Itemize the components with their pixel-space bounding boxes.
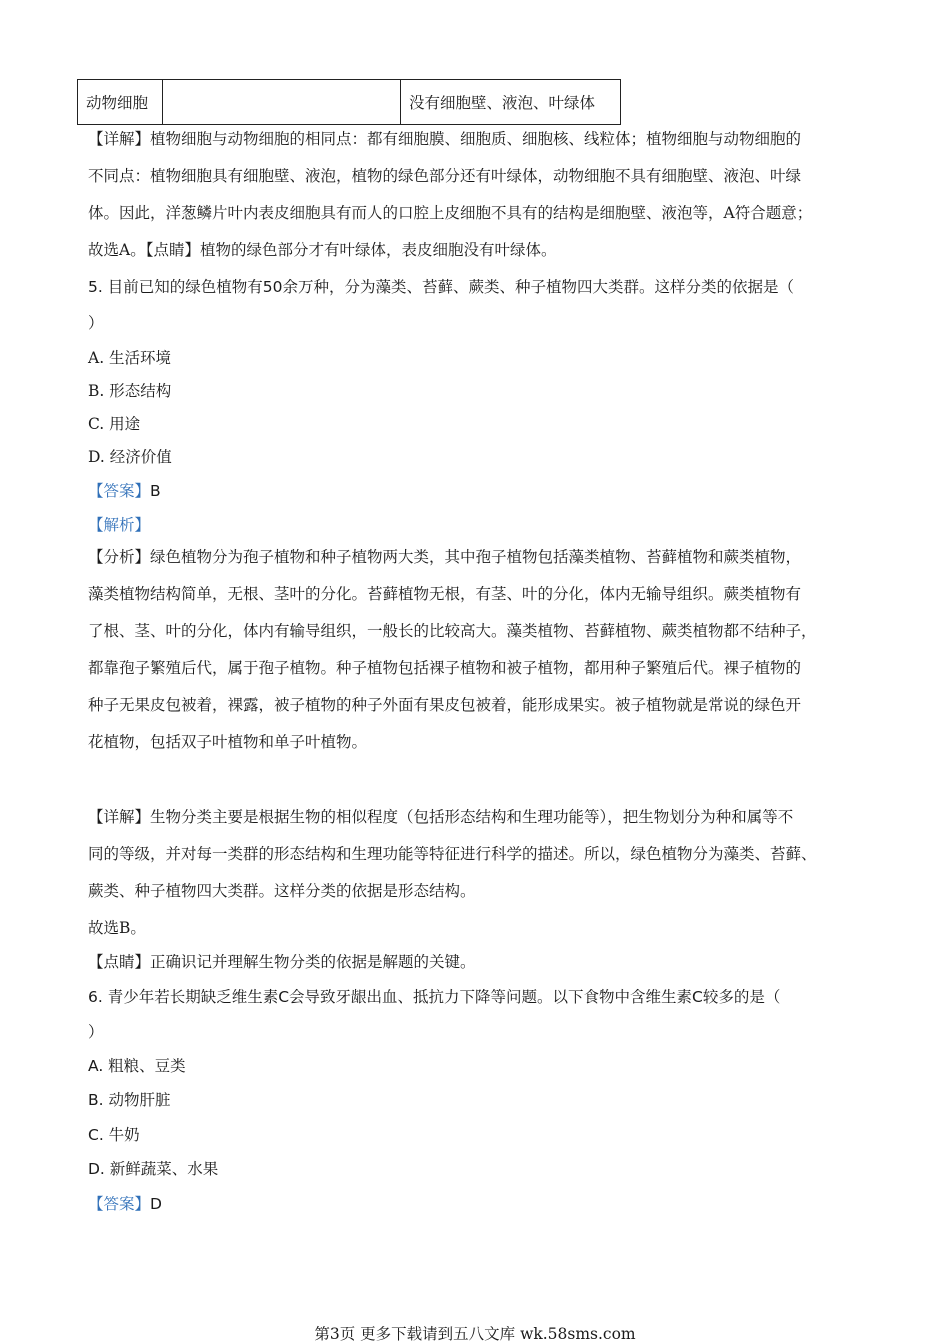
answer-value: B bbox=[150, 482, 161, 500]
text-line: 【详解】植物细胞与动物细胞的相同点：都有细胞膜、细胞质、细胞核、线粒体；植物细胞与动物细胞的 bbox=[88, 130, 802, 148]
page-footer: 第3页 更多下载请到五八文库 wk.58sms.com bbox=[314, 1325, 636, 1343]
table-cell bbox=[163, 80, 401, 125]
q5-option-c: C. 用途 bbox=[88, 415, 141, 433]
q6-stem-line2: ） bbox=[88, 1023, 104, 1041]
q6-option-a: A. 粗粮、豆类 bbox=[88, 1057, 186, 1075]
q5-option-b: B. 形态结构 bbox=[88, 382, 172, 400]
text-line: 【分析】绿色植物分为孢子植物和种子植物两大类，其中孢子植物包括藻类植物、苔藓植物和蕨类植物， bbox=[88, 548, 802, 566]
q5-choice: 故选B。 bbox=[88, 919, 146, 937]
q5-analysis-label: 【解析】 bbox=[88, 516, 151, 534]
table-cell: 没有细胞壁、液泡、叶绿体 bbox=[401, 80, 621, 125]
text-line: 不同点：植物细胞具有细胞壁、液泡，植物的绿色部分还有叶绿体，动物细胞不具有细胞壁、液泡、叶绿 bbox=[88, 167, 802, 185]
text-line: 藻类植物结构简单，无根、茎叶的分化。苔藓植物无根，有茎、叶的分化，体内无输导组织。蕨类植物有 bbox=[88, 585, 802, 603]
q5-stem-line2: ） bbox=[88, 314, 104, 332]
answer-value: D bbox=[150, 1195, 162, 1213]
text-line: 花植物，包括双子叶植物和单子叶植物。 bbox=[88, 733, 368, 751]
q6-answer bbox=[88, 1192, 162, 1214]
text-line: 蕨类、种子植物四大类群。这样分类的依据是形态结构。 bbox=[88, 882, 476, 900]
cell-comparison-table bbox=[77, 79, 621, 125]
text-line: 了根、茎、叶的分化，体内有输导组织，一般长的比较高大。藻类植物、苔藓植物、蕨类植物都不结种子， bbox=[88, 622, 817, 640]
q4-detail bbox=[88, 121, 868, 269]
text-line: 体。因此，洋葱鳞片叶内表皮细胞具有而人的口腔上皮细胞不具有的结构是细胞壁、液泡等，A符合题意； bbox=[88, 204, 813, 222]
q5-option-d: D. 经济价值 bbox=[88, 448, 172, 466]
q5-answer bbox=[88, 479, 161, 501]
answer-label: 【答案】 bbox=[88, 1195, 151, 1213]
answer-label: 【答案】 bbox=[88, 482, 151, 500]
q5-detail bbox=[88, 799, 868, 910]
q5-tip: 【点睛】正确识记并理解生物分类的依据是解题的关键。 bbox=[88, 953, 476, 971]
q5-stem-line1: 5. 目前已知的绿色植物有50余万种，分为藻类、苔藓、蕨类、种子植物四大类群。这样分类的依据是（ bbox=[88, 278, 794, 296]
q5-analysis bbox=[88, 539, 868, 761]
table-row bbox=[78, 80, 621, 125]
q6-option-b: B. 动物肝脏 bbox=[88, 1091, 171, 1109]
text-line: 【详解】生物分类主要是根据生物的相似程度（包括形态结构和生理功能等），把生物划分为种和属等不 bbox=[88, 808, 794, 826]
text-line: 种子无果皮包被着，裸露，被子植物的种子外面有果皮包被着，能形成果实。被子植物就是常说的绿色开 bbox=[88, 696, 802, 714]
q6-option-d: D. 新鲜蔬菜、水果 bbox=[88, 1160, 219, 1178]
text-line: 都靠孢子繁殖后代，属于孢子植物。种子植物包括裸子植物和被子植物，都用种子繁殖后代。裸子植物的 bbox=[88, 659, 802, 677]
table-cell: 动物细胞 bbox=[78, 80, 163, 125]
q6-option-c: C. 牛奶 bbox=[88, 1126, 140, 1144]
q6-stem-line1: 6. 青少年若长期缺乏维生素C会导致牙龈出血、抵抗力下降等问题。以下食物中含维生素C较多的是（ bbox=[88, 988, 781, 1006]
q5-option-a: A. 生活环境 bbox=[88, 349, 172, 367]
text-line: 故选A。【点睛】植物的绿色部分才有叶绿体，表皮细胞没有叶绿体。 bbox=[88, 241, 557, 259]
text-line: 同的等级，并对每一类群的形态结构和生理功能等特征进行科学的描述。所以，绿色植物分为藻类、苔藓、 bbox=[88, 845, 817, 863]
